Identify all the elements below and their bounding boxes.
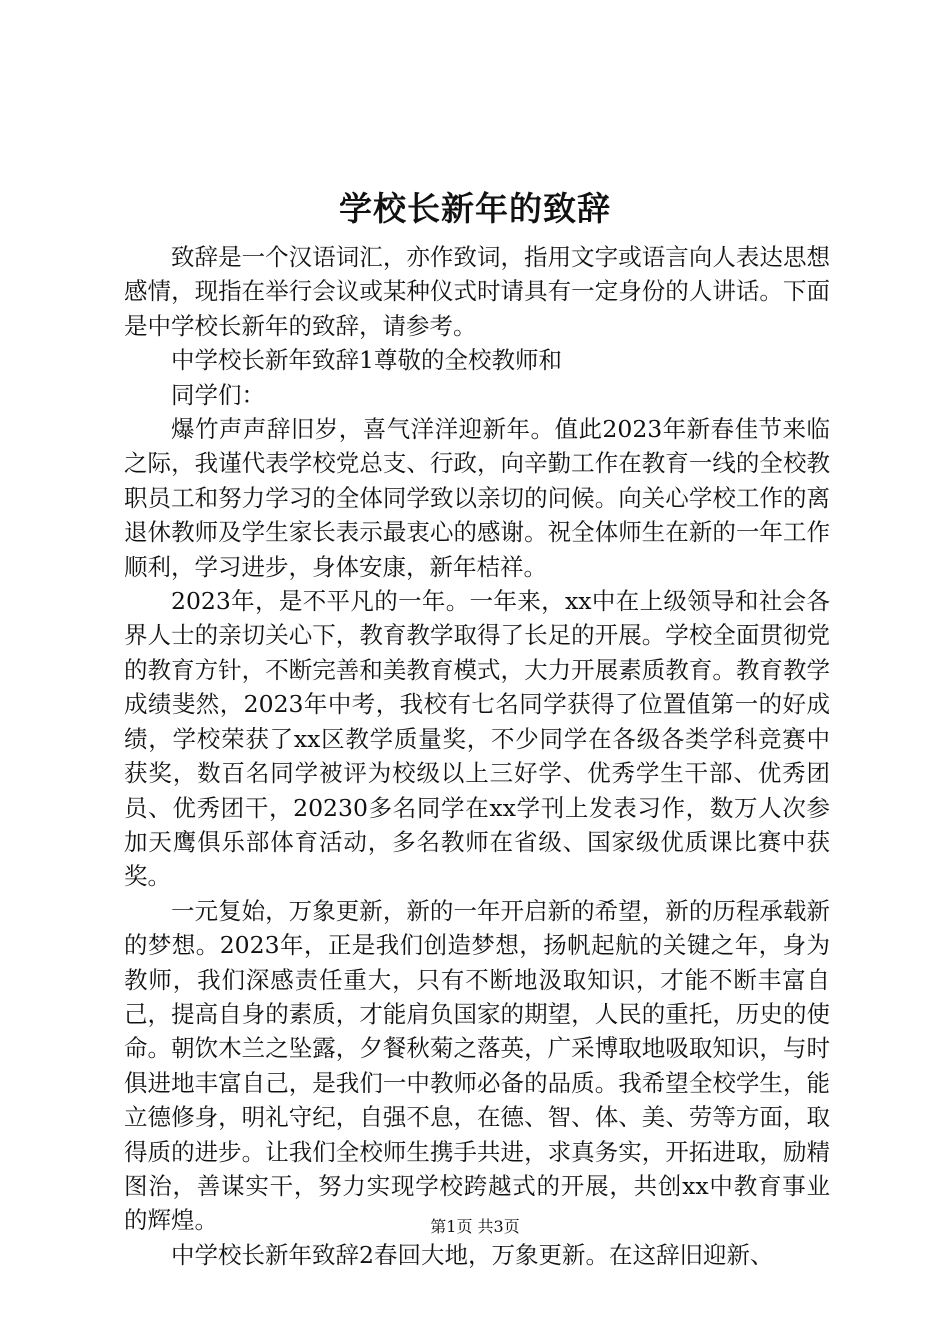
paragraph-salutation: 同学们： xyxy=(171,380,265,409)
paragraph-speech1-heading: 中学校长新年致辞1尊敬的全校教师和 xyxy=(171,346,562,375)
paragraph-speech2-start: 中学校长新年致辞2春回大地，万象更新。在这辞旧迎新、 xyxy=(171,1240,774,1269)
paragraph-outlook: 一元复始，万象更新，新的一年开启新的希望，新的历程承载新的梦想。2023年，正是我们创造梦想，扬帆起航的关键之年，身为教师，我们深感责任重大，只有不断地汲取知识，才能不断丰富自己，提高自身的素质，才能肩负国家的期望，人民的重托，历史的使命。朝饮木兰之坠露，夕餐秋菊之落英，广采博取地吸取知识，与时俱进地丰富自己，是我们一中教师必备的品质。我希望全校学生，能立德修身，明礼守纪，自强不息，在德、智、体、美、劳等方面，取得质的进步。让我们全校师生携手共进，求真务实，开拓进取，励精图治，善谋实干，努力实现学校跨越式的开展，共创xx中教育事业的辉煌。 xyxy=(124,896,830,1235)
paragraph-intro: 致辞是一个汉语词汇，亦作致词，指用文字或语言向人表达思想感情，现指在举行会议或某种仪式时请具有一定身份的人讲话。下面是中学校长新年的致辞，请参考。 xyxy=(124,243,830,340)
document-body xyxy=(124,240,830,1272)
paragraph-achievements: 2023年，是不平凡的一年。一年来，xx中在上级领导和社会各界人士的亲切关心下，教育教学取得了长足的开展。学校全面贯彻党的教育方针，不断完善和美教育模式，大力开展素质教育。教育教学成绩斐然，2023年中考，我校有七名同学获得了位置值第一的好成绩，学校荣获了xx区教学质量奖，不少同学在各级各类学科竞赛中获奖，数百名同学被评为校级以上三好学、优秀学生干部、优秀团员、优秀团干，20230多名同学在xx学刊上发表习作，数万人次参加天鹰俱乐部体育活动，多名教师在省级、国家级优质课比赛中获奖。 xyxy=(124,587,830,891)
paragraph-greeting: 爆竹声声辞旧岁，喜气洋洋迎新年。值此2023年新春佳节来临之际，我谨代表学校党总支、行政，向辛勤工作在教育一线的全校教职员工和努力学习的全体同学致以亲切的问候。向关心学校工作的离退休教师及学生家长表示最衷心的感谢。祝全体师生在新的一年工作顺利，学习进步，身体安康，新年桔祥。 xyxy=(124,415,830,581)
document-title: 学校长新年的致辞 xyxy=(339,189,611,228)
page-number-footer: 第1页 共3页 xyxy=(430,1217,520,1236)
